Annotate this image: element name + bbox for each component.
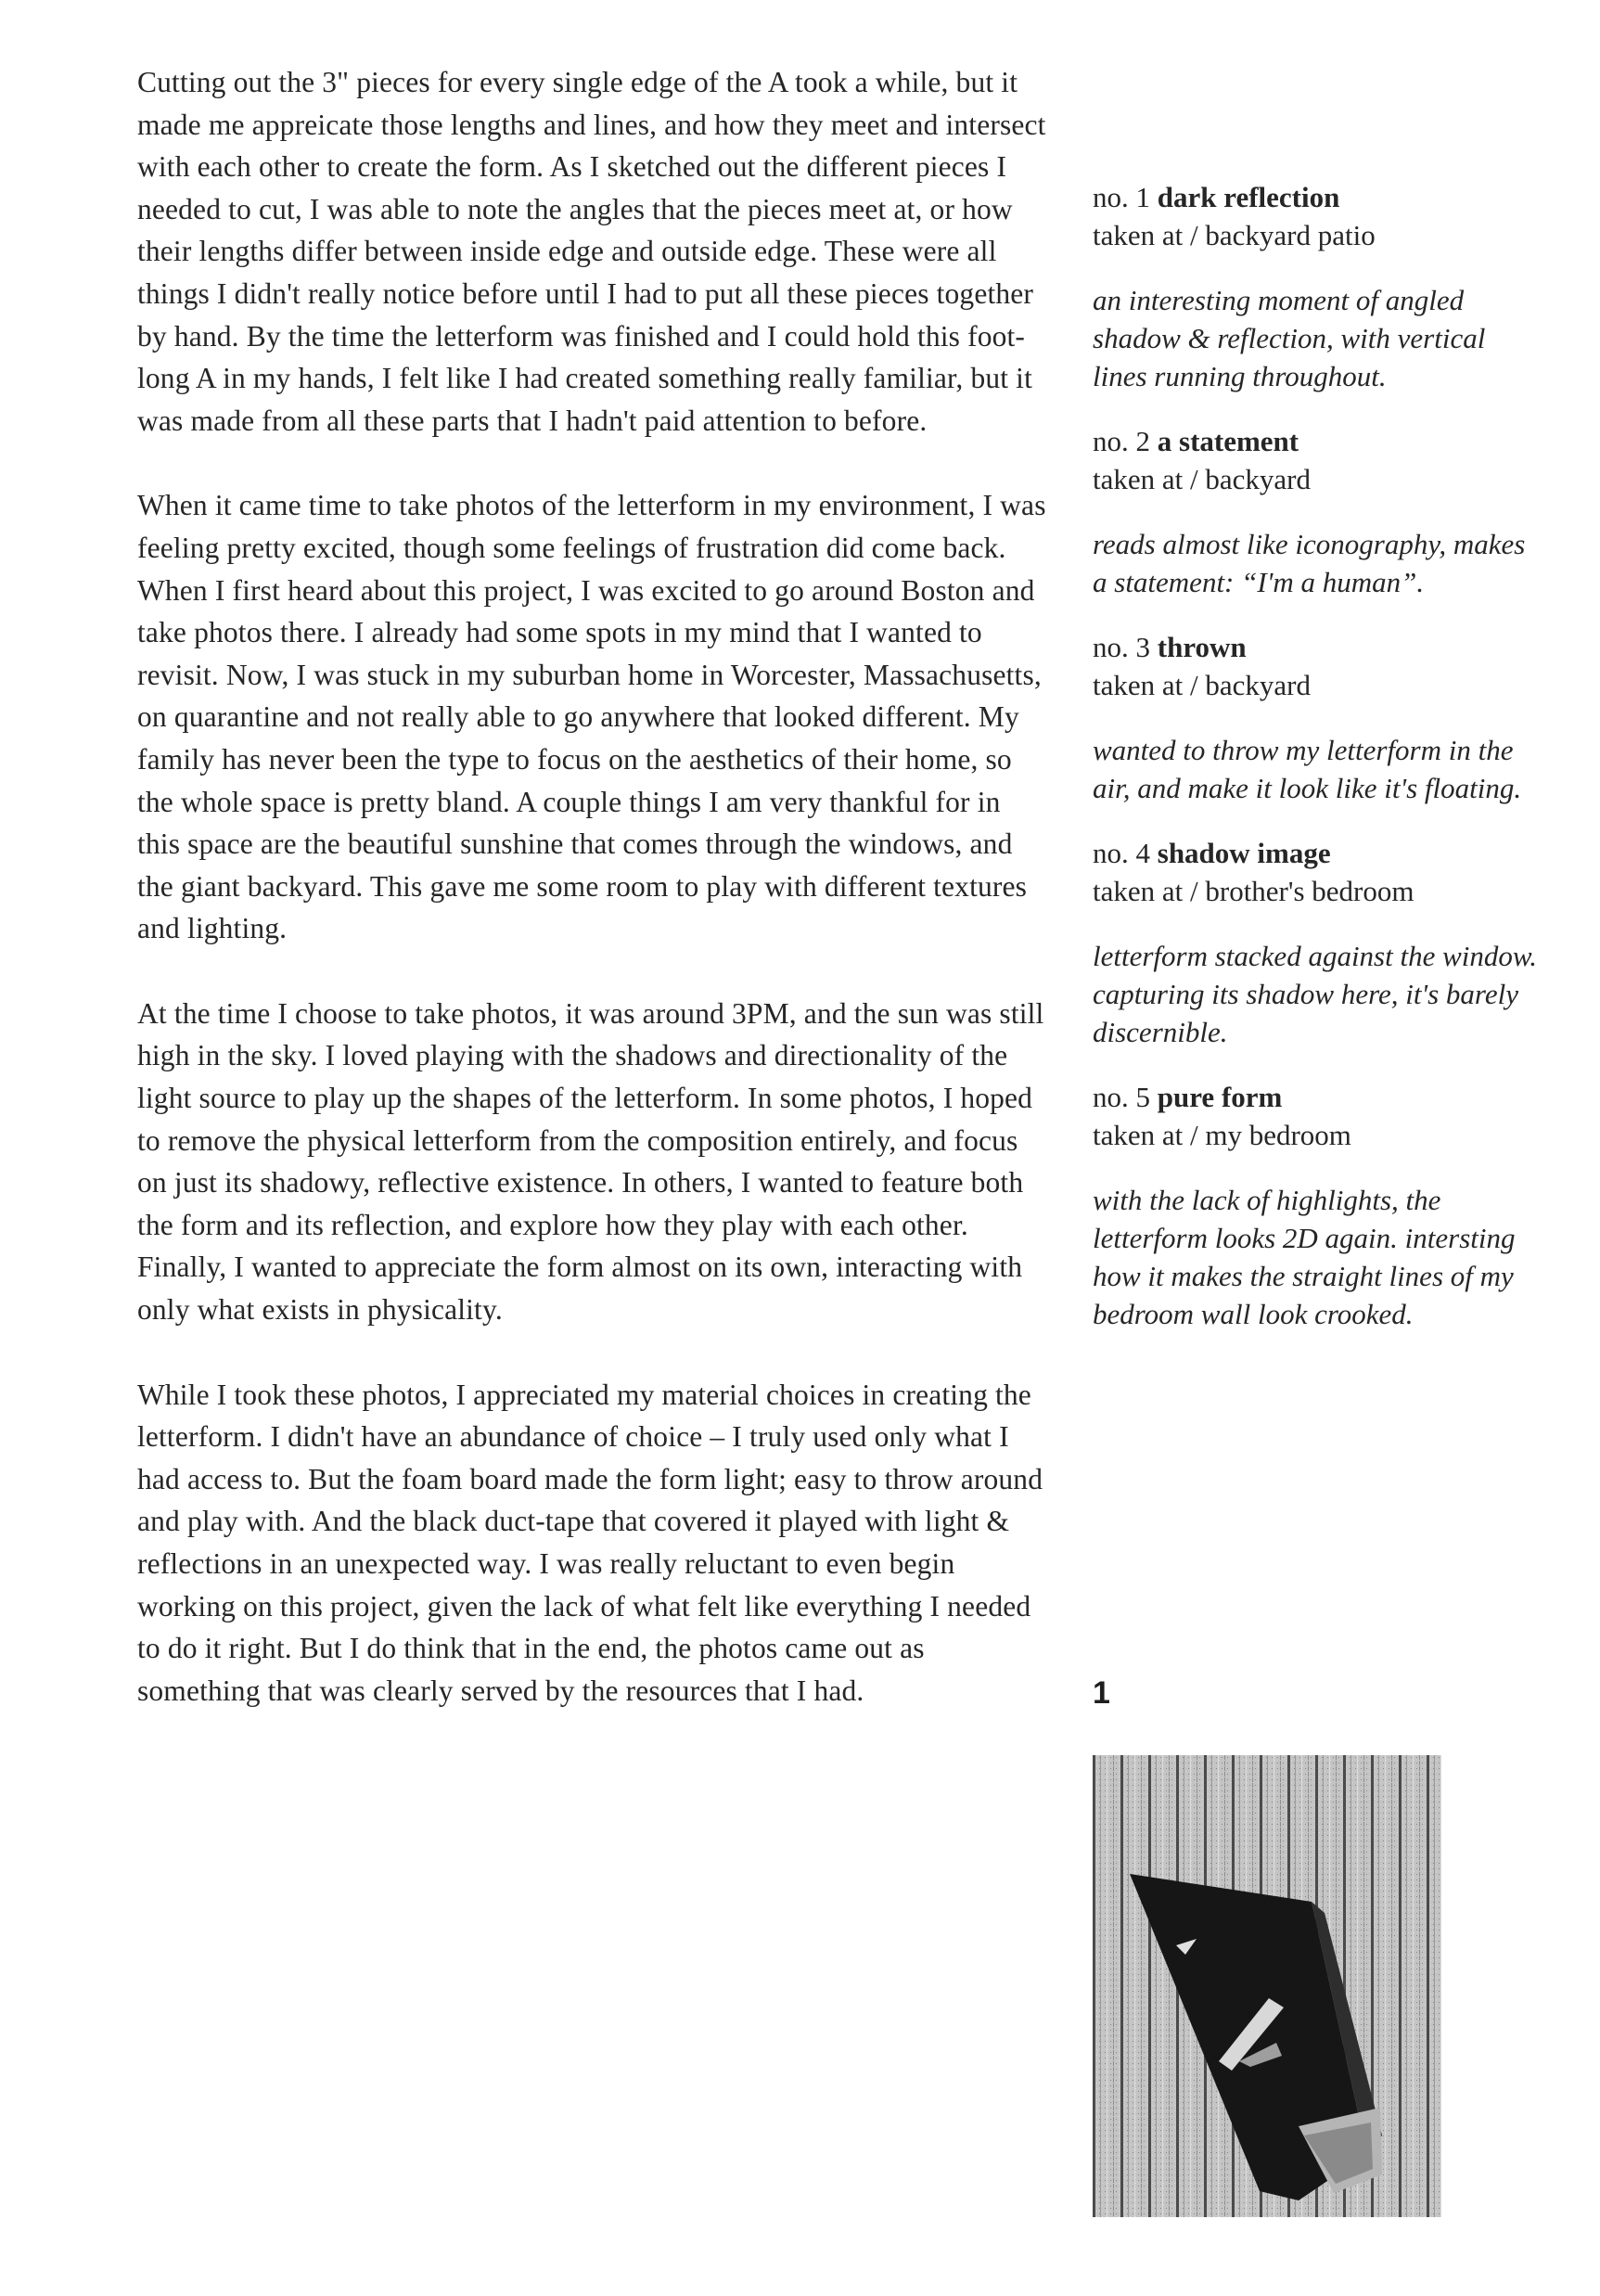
paragraph-2: When it came time to take photos of the letterform in my environment, I was feeling pretty excited, though some feelings of frustration did come back. When I first heard about this project, I was excited to go around Boston and take photos there. I already had some spots in my mind that I wanted to revisit. Now, I was stuck in my suburban home in Worcester, Massachusetts, on quarantine and not really able to go anywhere that looked different. My family has never been the type to focus on the aesthetics of their home, so the whole space is pretty bland. A couple things I am very thankful for in this space are the beautiful sunshine that comes through the windows, and the giant backyard. This gave me some room to play with different textures and lighting. [137,489,1046,945]
caption-title: thrown [1157,631,1247,663]
caption-number: no. 1 [1093,181,1150,213]
letterform-photo [1093,1755,1441,2217]
caption-location: taken at / brother's bedroom [1093,875,1414,907]
caption-note: reads almost like iconography, makes a statement: “I'm a human”. [1093,528,1526,598]
caption-title: a statement [1157,425,1299,457]
caption-title: dark reflection [1157,181,1340,213]
caption-number: no. 3 [1093,631,1150,663]
caption-location: taken at / backyard [1093,463,1311,495]
caption-2 [1093,422,1538,601]
paragraph-4: While I took these photos, I appreciated my material choices in creating the letterform. I didn't have an abundance of choice – I truly used only what I had access to. But the foam board made the form light; easy to throw around and play with. And the black duct-tape that covered it played with light & reflections in an unexpected way. I was really reluctant to even begin working on this project, given the lack of what felt like everything I needed to do it right. But I do think that in the end, the photos came out as something that was clearly served by the resources that I had. [137,1378,1043,1707]
paragraph-3: At the time I choose to take photos, it was around 3PM, and the sun was still high in the sky. I loved playing with the shadows and directionality of the light source to play up the shapes of the letterform. In some photos, I hoped to remove the physical letterform from the composition entirely, and focus on just its shadowy, reflective existence. In others, I wanted to feature both the form and its reflection, and explore how they play with each other. Finally, I wanted to appreciate the form almost on its own, interacting with only what exists in physicality. [137,996,1044,1327]
figure-number: 1 [1093,1675,1110,1711]
caption-3 [1093,628,1538,807]
caption-note: with the lack of highlights, the letterform looks 2D again. intersting how it makes the straight lines of my bedroom wall look crooked. [1093,1184,1516,1330]
caption-heading [1093,834,1538,872]
caption-title: shadow image [1157,837,1331,869]
caption-number: no. 4 [1093,837,1150,869]
caption-heading [1093,1078,1538,1116]
caption-heading [1093,628,1538,666]
caption-note: an interesting moment of angled shadow & reflection, with vertical lines running throughout. [1093,284,1486,392]
caption-title: pure form [1157,1081,1283,1113]
caption-note: letterform stacked against the window. capturing its shadow here, it's barely discernible. [1093,940,1538,1048]
body-text [137,61,1046,1754]
caption-number: no. 2 [1093,425,1150,457]
caption-location: taken at / my bedroom [1093,1119,1351,1151]
caption-1 [1093,178,1538,395]
caption-location: taken at / backyard [1093,669,1311,701]
caption-number: no. 5 [1093,1081,1150,1113]
letterform-photo-graphic [1093,1755,1441,2217]
caption-note: wanted to throw my letterform in the air, and make it look like it's floating. [1093,734,1522,804]
caption-heading [1093,422,1538,460]
caption-location: taken at / backyard patio [1093,219,1376,251]
caption-5 [1093,1078,1538,1333]
caption-heading [1093,178,1538,216]
paragraph-1: Cutting out the 3" pieces for every single edge of the A took a while, but it made me appreicate those lengths and lines, and how they meet and intersect with each other to create the form. As I sketched out the different pieces I needed to cut, I was able to note the angles that the pieces meet at, or how their lengths differ between inside edge and outside edge. These were all things I didn't really notice before until I had to put all these pieces together by hand. By the time the letterform was finished and I could hold this foot-long A in my hands, I felt like I had created something really familiar, but it was made from all these parts that I hadn't paid attention to before. [137,66,1046,437]
caption-4 [1093,834,1538,1051]
photo-captions [1093,178,1538,1360]
